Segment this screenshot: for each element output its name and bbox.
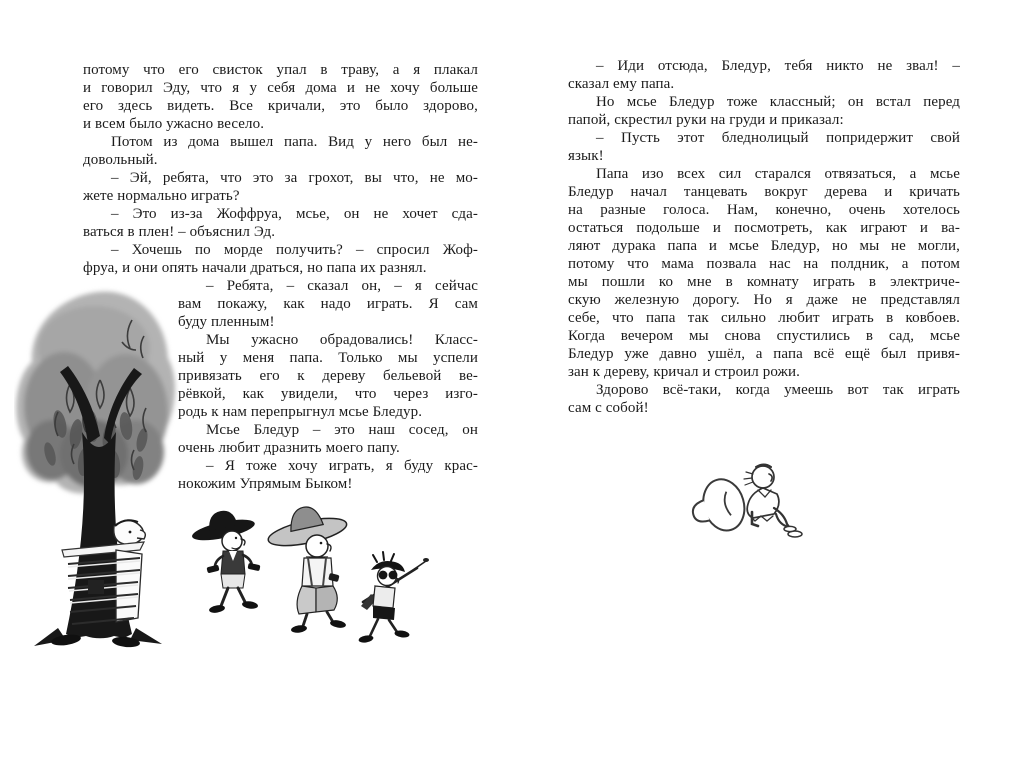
text-line: себе, что папа так сильно любит играть в ковбоев. — [568, 310, 960, 326]
text-line: скую железную дорогу. Но я даже не представлял — [568, 292, 960, 308]
bledur-bowing-to-sombrero-illustration — [686, 452, 806, 552]
text-line: – Я тоже хочу играть, я буду крас- — [206, 458, 478, 474]
left-page-text-beside-tree — [178, 277, 478, 493]
text-line: – Иди отсюда, Бледур, тебя никто не звал! – — [596, 58, 960, 74]
papa-eye — [129, 531, 132, 534]
text-line: очень любит дразнить моего папу. — [178, 440, 400, 456]
text-line: ный у меня папа. Только мы успели — [178, 350, 478, 366]
text-line: папой, скрестил руки на груди и приказал: — [568, 112, 844, 128]
text-line: довольный. — [83, 152, 158, 168]
text-line: фруа, и они опять начали драться, но папа их разнял. — [83, 260, 427, 276]
text-line: – Ребята, – сказал он, – я сейчас — [206, 278, 478, 294]
text-line: его здесь видеть. Все кричали, это было здорово, — [83, 98, 478, 114]
tree-with-papa-tied-illustration — [14, 284, 182, 660]
text-line: Мсье Бледур – это наш сосед, он — [206, 422, 478, 438]
hat-figure-svg — [686, 452, 806, 552]
text-line: Здорово всё-таки, когда умеешь вот так играть — [596, 382, 960, 398]
text-line: Мы ужасно обрадовались! Класс- — [206, 332, 478, 348]
text-line: мы пошли ко мне в комнату играть в электриче- — [568, 274, 960, 290]
text-line: Бледур начал танцевать вокруг дерева и кричать — [568, 184, 960, 200]
text-line: – Хочешь по морде получить? – спросил Жоф- — [111, 242, 478, 258]
three-kids-in-cowboy-costumes-walking-illustration — [185, 506, 430, 678]
text-line: остаться подольше и посмотреть, как играют и ва- — [568, 220, 960, 236]
text-line: привязать его к дереву бельевой ве- — [178, 368, 478, 384]
text-line: Когда вечером мы снова спустились в сад, мсье — [568, 328, 960, 344]
text-line: вам покажу, как надо играть. Я сам — [178, 296, 478, 312]
text-line: Потом из дома вышел папа. Вид у него был не- — [111, 134, 478, 150]
text-line: рёвкой, как увидели, что через изго- — [178, 386, 478, 402]
text-line: потому что его свисток упал в траву, а я плакал — [83, 62, 478, 78]
kid-cowboy-hat-figure — [188, 506, 260, 614]
kids-illustration-svg — [185, 506, 430, 678]
text-line: потому что мама позвала нас на полдник, а потом — [568, 256, 960, 272]
text-line: и говорил Эду, что я у себя дома и не хочу больше — [83, 80, 478, 96]
text-line: – Это из-за Жоффруа, мсье, он не хочет сда- — [111, 206, 478, 222]
text-line: на разные голоса. Нам, конечно, очень хотелось — [568, 202, 960, 218]
text-line: – Эй, ребята, что это за грохот, вы что, не мо- — [111, 170, 478, 186]
text-line: жете нормально играть? — [83, 188, 240, 204]
text-line: ляют дурака папа и мсье Бледур, но мы не могли, — [568, 238, 960, 254]
sombrero — [686, 474, 750, 538]
glasses-left-lens — [379, 571, 388, 580]
right-page-text — [568, 57, 960, 417]
text-line: – Пусть этот бледнолицый попридержит свой — [596, 130, 960, 146]
rope-knot — [88, 580, 104, 594]
text-line: язык! — [568, 148, 604, 164]
left-page-text-upper — [83, 61, 478, 277]
text-line: Но мсье Бледур тоже классный; он встал перед — [596, 94, 960, 110]
text-line: зан к дереву, кричал и строил рожи. — [568, 364, 801, 380]
text-line: родь к нам перепрыгнул мсье Бледур. — [178, 404, 423, 420]
text-line: нокожим Упрямым Быком! — [178, 476, 353, 492]
text-line: Папа изо всех сил старался отвязаться, а мсье — [596, 166, 960, 182]
kid-sombrero-figure — [263, 506, 349, 634]
text-line: ваться в плен! – объяснил Эд. — [83, 224, 276, 240]
text-line: сам с собой! — [568, 400, 649, 416]
text-line: и всем было ужасно весело. — [83, 116, 265, 132]
tree-illustration-svg — [14, 284, 182, 660]
bledur-figure — [744, 465, 802, 538]
kid-with-rifle-figure — [358, 552, 429, 644]
right-page — [512, 0, 1024, 768]
text-line: Бледур уже давно ушёл, а папа всё ещё был привя- — [568, 346, 960, 362]
text-line: буду пленным! — [178, 314, 275, 330]
text-line: сказал ему папа. — [568, 76, 675, 92]
